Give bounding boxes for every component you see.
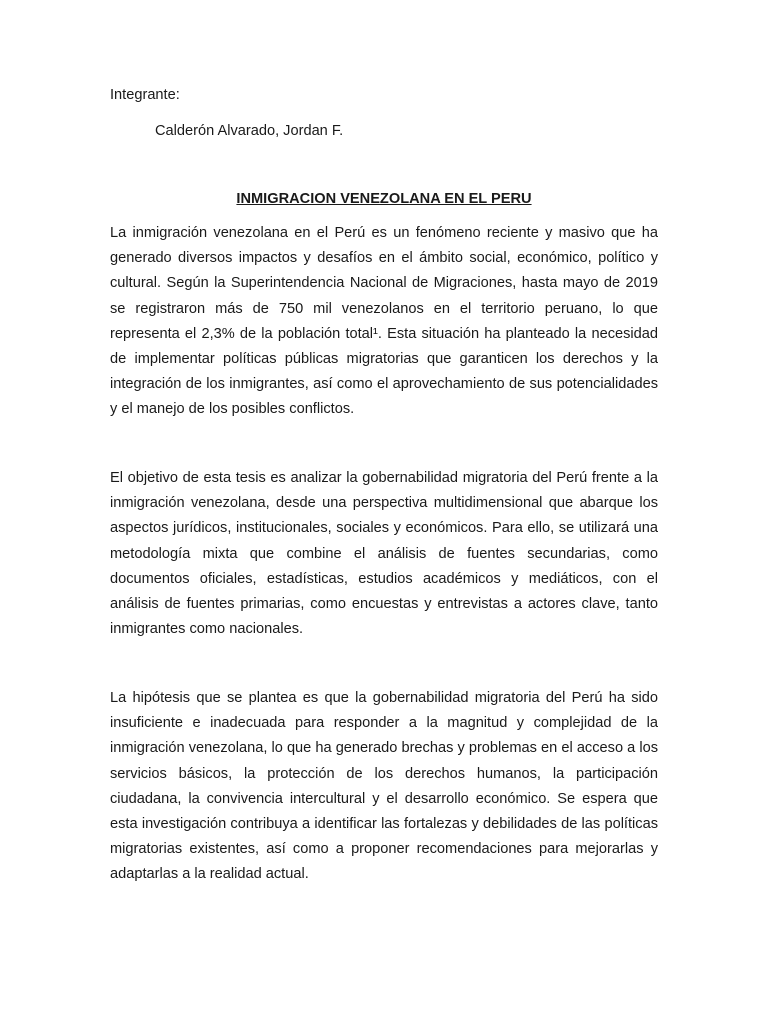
paragraph-hypothesis: La hipótesis que se plantea es que la gobernabilidad migratoria del Perú ha sido insuficiente e inadecuada para responder a la magnitud y complejidad de la inmigración venezolana, lo que ha generado brechas y problemas en el acceso a los servicios básicos, la protección de los derechos humanos, la participación ciudadana, la convivencia intercultural y el desarrollo económico. Se espera que esta investigación contribuya a identificar las fortalezas y debilidades de las políticas migratorias existentes, así como a proponer recomendaciones para mejorarlas y adaptarlas a la realidad actual. [110, 690, 658, 883]
integrante-label: Integrante: [110, 87, 180, 103]
paragraph-objective: El objetivo de esta tesis es analizar la gobernabilidad migratoria del Perú frente a la inmigración venezolana, desde una perspectiva multidimensional que abarque los aspectos jurídicos, institucionales, sociales y económicos. Para ello, se utilizará una metodología mixta que combine el análisis de fuentes secundarias, como documentos oficiales, estadísticas, estudios académicos y mediáticos, con el análisis de fuentes primarias, como encuestas y entrevistas a actores clave, tanto inmigrantes como nacionales. [110, 470, 658, 638]
document-title: INMIGRACION VENEZOLANA EN EL PERU [236, 191, 532, 207]
author-name: Calderón Alvarado, Jordan F. [155, 123, 344, 139]
paragraph-introduction: La inmigración venezolana en el Perú es un fenómeno reciente y masivo que ha generado diversos impactos y desafíos en el ámbito social, económico, político y cultural. Según la Superintendencia Nacional de Migraciones, hasta mayo de 2019 se registraron más de 750 mil venezolanos en el territorio peruano, lo que representa el 2,3% de la población total¹. Esta situación ha planteado la necesidad de implementar políticas públicas migratorias que garanticen los derechos y la integración de los inmigrantes, así como el aprovechamiento de sus potencialidades y el manejo de los posibles conflictos. [110, 225, 658, 418]
